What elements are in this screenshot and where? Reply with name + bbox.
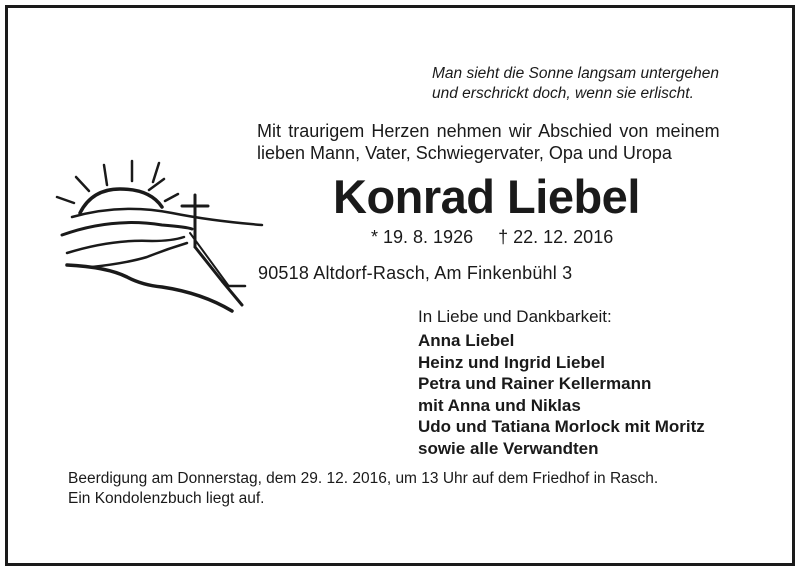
intro-line: lieben Mann, Vater, Schwiegervater, Opa und Uropa — [257, 143, 672, 163]
funeral-line: Beerdigung am Donnerstag, dem 29. 12. 2016, um 13 Uhr auf dem Friedhof in Rasch. — [68, 470, 659, 487]
hill-line — [72, 209, 262, 225]
mourner-name: sowie alle Verwandten — [418, 438, 599, 458]
path-line — [190, 233, 228, 285]
mourners-heading: In Liebe und Dankbarkeit: — [418, 307, 612, 326]
funeral-line: Ein Kondolenzbuch liegt auf. — [68, 490, 265, 507]
hill-line — [67, 265, 232, 311]
sun-ray — [153, 163, 159, 182]
address: 90518 Altdorf-Rasch, Am Finkenbühl 3 — [258, 263, 573, 283]
deceased-name: Konrad Liebel — [333, 170, 640, 223]
mourners-list — [418, 330, 705, 459]
sun-ray — [76, 177, 89, 191]
sun-ray — [57, 197, 74, 203]
birth-date: * 19. 8. 1926 — [371, 227, 474, 247]
sun-ray — [165, 194, 178, 201]
mourner-name: Petra und Rainer Kellermann — [418, 374, 652, 393]
intro-line: Mit traurigem Herzen nehmen wir Abschied von meinem — [257, 121, 720, 141]
funeral-info — [68, 469, 658, 509]
intro-text — [257, 120, 737, 164]
mourner-name: Anna Liebel — [418, 331, 515, 350]
mourner-name: mit Anna und Niklas — [418, 395, 581, 415]
hill-line — [92, 243, 187, 267]
life-dates — [371, 226, 613, 248]
mourner-name: Heinz und Ingrid Liebel — [418, 352, 605, 372]
quote — [432, 64, 752, 104]
quote-line: Man sieht die Sonne langsam untergehen — [432, 65, 719, 82]
quote-line: und erschrickt doch, wenn sie erlischt. — [432, 85, 694, 102]
mourner-name: Udo und Tatiana Morlock mit Moritz — [418, 417, 705, 436]
hill-line — [62, 223, 192, 235]
sun-ray — [104, 165, 107, 185]
sun-ray — [149, 179, 164, 190]
sunset-hills-cross-icon — [52, 155, 264, 320]
death-date: † 22. 12. 2016 — [498, 227, 614, 247]
